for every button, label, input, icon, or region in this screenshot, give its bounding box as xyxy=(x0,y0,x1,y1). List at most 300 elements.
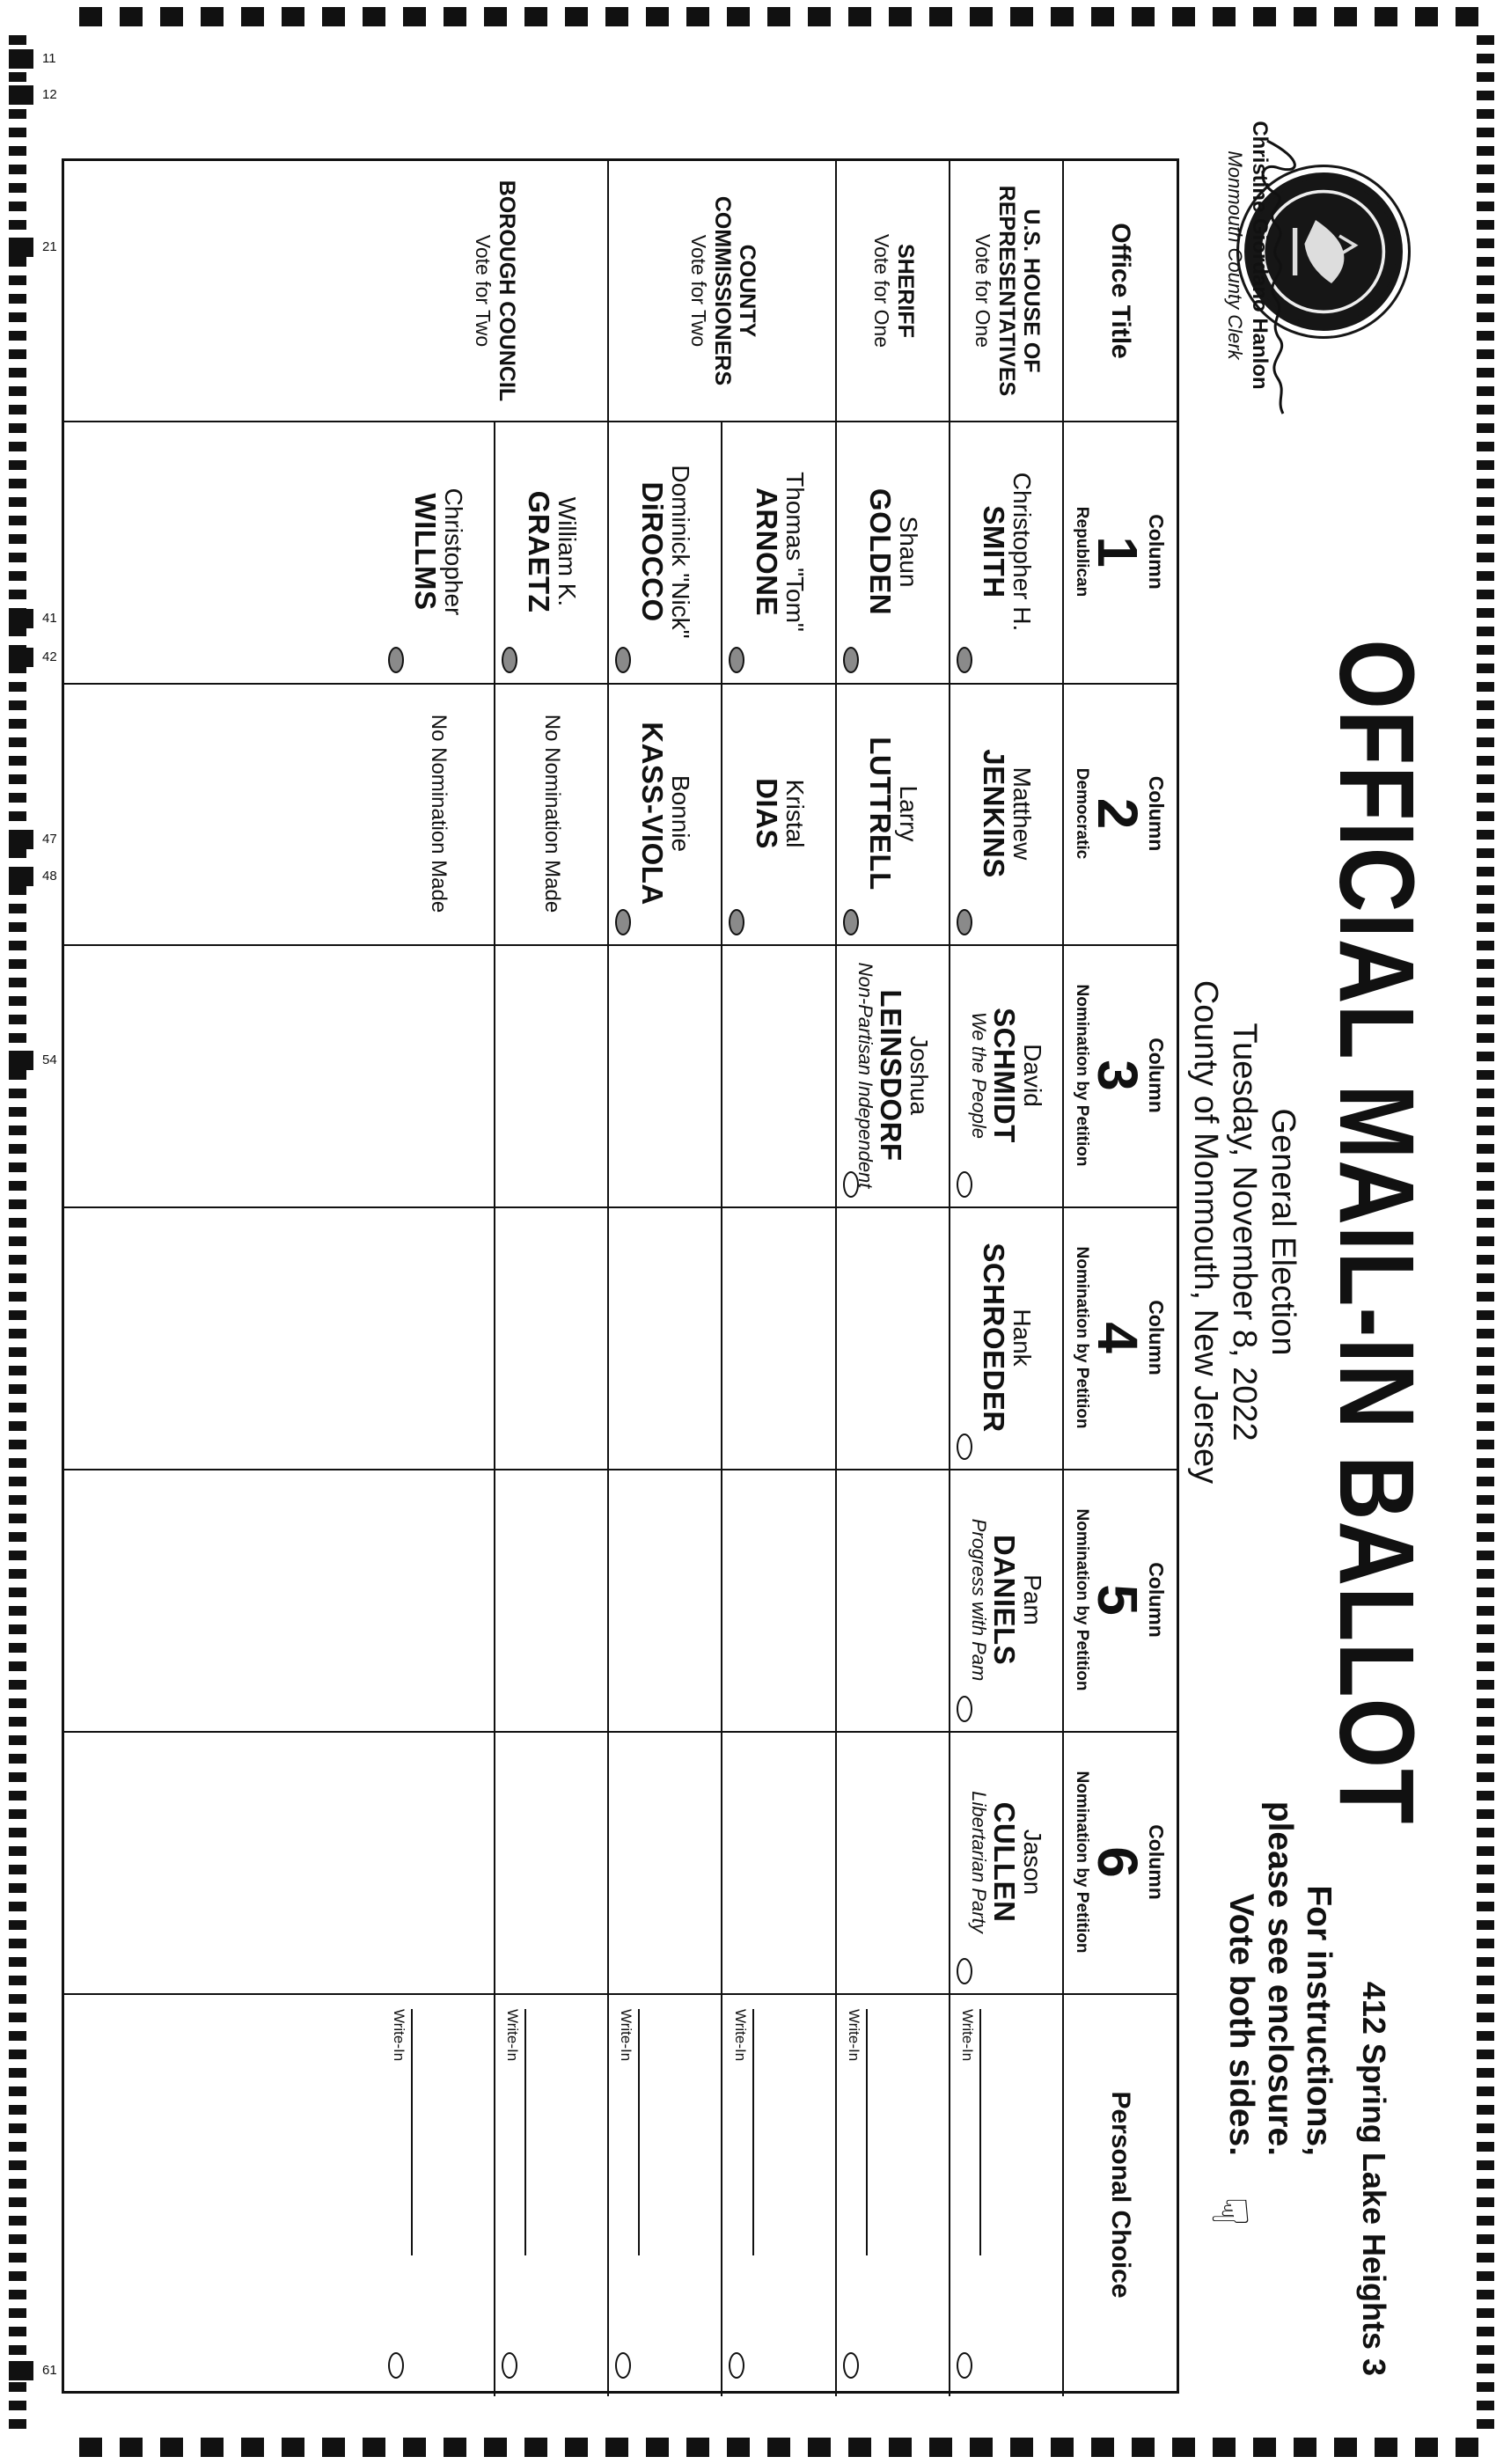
candidate-last-name: SCHMIDT xyxy=(988,1008,1022,1143)
candidate-last-name: JENKINS xyxy=(978,749,1011,878)
vote-oval[interactable] xyxy=(957,1958,972,1984)
border-dash xyxy=(9,1643,26,1653)
border-dash xyxy=(1477,627,1494,636)
border-dash xyxy=(1477,294,1494,304)
border-dash xyxy=(9,2086,26,2096)
election-county: County of Monmouth, New Jersey xyxy=(1187,979,1224,1485)
border-dash xyxy=(9,1588,26,1597)
vote-oval[interactable] xyxy=(615,2352,631,2379)
border-dash xyxy=(1477,1551,1494,1560)
candidate-cell xyxy=(609,421,722,683)
candidate-cell xyxy=(950,1731,1064,1993)
candidate-first-name: Kristal xyxy=(781,779,809,848)
border-dash xyxy=(1477,1920,1494,1930)
timing-mark-label: 21 xyxy=(42,239,57,254)
candidate-first-name: Hank xyxy=(1008,1309,1037,1367)
column-number: 4 xyxy=(1086,1322,1150,1353)
border-dash xyxy=(322,7,345,26)
border-dash xyxy=(9,1772,26,1782)
border-dash xyxy=(9,2401,26,2410)
border-dash xyxy=(9,312,26,322)
border-dash xyxy=(1477,165,1494,174)
candidate-last-name: ARNONE xyxy=(751,487,783,616)
border-dash xyxy=(1477,904,1494,913)
candidate-last-name: WILLMS xyxy=(409,493,443,611)
border-dash xyxy=(9,737,26,747)
border-dash xyxy=(1477,1181,1494,1191)
border-dash xyxy=(9,2216,26,2226)
vote-oval[interactable] xyxy=(957,1696,972,1722)
border-dash xyxy=(9,959,26,969)
border-dash xyxy=(9,1624,26,1634)
timing-mark xyxy=(9,2361,33,2380)
border-dash xyxy=(9,1477,26,1486)
border-dash xyxy=(9,1347,26,1357)
border-dash xyxy=(282,7,304,26)
border-dash xyxy=(727,7,750,26)
timing-mark xyxy=(9,867,33,886)
border-dash xyxy=(1051,7,1074,26)
border-dash xyxy=(9,756,26,766)
border-dash xyxy=(9,922,26,932)
candidate-first-name: Thomas "Tom" xyxy=(781,472,809,632)
border-dash xyxy=(1477,719,1494,729)
border-dash xyxy=(1253,7,1276,26)
border-dash xyxy=(1477,2068,1494,2078)
border-dash xyxy=(1477,1883,1494,1893)
candidate-first-name: Bonnie xyxy=(667,774,695,853)
column-party: Republican xyxy=(1073,506,1092,598)
office-sheriff xyxy=(837,161,950,421)
border-dash xyxy=(1477,571,1494,581)
vote-instruction: Vote for One xyxy=(870,233,893,348)
border-dash xyxy=(9,1809,26,1819)
border-dash xyxy=(565,2438,588,2457)
border-dash xyxy=(1477,1107,1494,1117)
border-dash xyxy=(9,1754,26,1764)
border-dash xyxy=(79,7,102,26)
write-in-label: Write-In xyxy=(391,2009,407,2062)
border-dash xyxy=(1172,2438,1195,2457)
border-dash xyxy=(1477,2382,1494,2392)
candidate-last-name: LUTTRELL xyxy=(864,737,898,891)
border-dash xyxy=(1477,331,1494,341)
vote-oval[interactable] xyxy=(843,909,859,935)
candidate-last-name: GOLDEN xyxy=(864,488,898,616)
candidate-cell xyxy=(950,421,1064,683)
column-header-3 xyxy=(1064,944,1177,1206)
border-dash xyxy=(9,146,26,156)
border-dash xyxy=(1477,645,1494,655)
border-dash xyxy=(9,553,26,562)
border-dash xyxy=(9,275,26,285)
no-nomination-cell xyxy=(382,683,495,944)
border-dash xyxy=(1375,2438,1397,2457)
border-dash xyxy=(9,885,26,895)
border-dash xyxy=(686,2438,709,2457)
border-dash xyxy=(9,1994,26,2004)
border-dash xyxy=(1477,1569,1494,1579)
border-dash xyxy=(1477,1957,1494,1967)
candidate-cell xyxy=(837,944,950,1206)
vote-oval[interactable] xyxy=(729,647,744,673)
border-dash xyxy=(9,719,26,729)
border-dash xyxy=(201,7,224,26)
border-dash xyxy=(1477,682,1494,692)
border-dash xyxy=(9,460,26,470)
border-dash xyxy=(1477,1458,1494,1468)
write-in-label: Write-In xyxy=(504,2009,521,2062)
border-dash xyxy=(1477,497,1494,507)
column-word: Column xyxy=(1145,514,1169,590)
border-dash xyxy=(9,590,26,599)
border-dash xyxy=(970,2438,993,2457)
border-dash xyxy=(1477,830,1494,840)
border-dash xyxy=(444,7,466,26)
border-dash xyxy=(1477,700,1494,710)
border-dash xyxy=(9,1329,26,1338)
candidate-slogan: Progress with Pam xyxy=(968,1518,991,1682)
border-dash xyxy=(1477,2105,1494,2115)
column-header-4 xyxy=(1064,1206,1177,1469)
vote-oval[interactable] xyxy=(615,909,631,935)
border-bottom xyxy=(0,2438,1496,2457)
border-dash xyxy=(9,516,26,525)
border-dash xyxy=(9,1532,26,1542)
vote-instruction: Vote for One xyxy=(972,233,994,348)
border-dash xyxy=(646,7,669,26)
vote-oval[interactable] xyxy=(843,1171,859,1198)
border-dash xyxy=(1477,405,1494,414)
border-dash xyxy=(9,423,26,433)
border-dash xyxy=(1477,2419,1494,2429)
vote-oval[interactable] xyxy=(957,1171,972,1198)
vote-oval[interactable] xyxy=(502,647,517,673)
border-dash xyxy=(1477,54,1494,63)
border-dash xyxy=(1477,238,1494,248)
border-dash xyxy=(9,109,26,119)
border-dash xyxy=(9,1107,26,1117)
timing-mark-label: 11 xyxy=(42,51,56,66)
ballot-title: OFFICIAL MAIL-IN BALLOT xyxy=(1316,639,1436,1825)
border-dash xyxy=(1477,1292,1494,1302)
border-dash xyxy=(1477,442,1494,451)
border-dash xyxy=(1477,2327,1494,2336)
border-dash xyxy=(9,2345,26,2355)
column-header-5 xyxy=(1064,1469,1177,1731)
candidate-first-name: Shaun xyxy=(895,516,923,588)
border-dash xyxy=(9,128,26,137)
border-dash xyxy=(1477,2123,1494,2133)
border-dash xyxy=(1477,1218,1494,1228)
personal-choice-header xyxy=(1064,1993,1177,2396)
border-dash xyxy=(1477,35,1494,45)
border-dash xyxy=(9,941,26,950)
border-dash xyxy=(9,2031,26,2041)
border-dash xyxy=(1477,1403,1494,1412)
personal-choice-label: Personal Choice xyxy=(1106,2091,1135,2299)
border-dash xyxy=(9,331,26,341)
timing-mark-label: 61 xyxy=(42,2363,57,2378)
border-dash xyxy=(120,2438,143,2457)
timing-mark-label: 48 xyxy=(42,869,57,884)
border-dash xyxy=(1477,2050,1494,2059)
border-dash xyxy=(9,2234,26,2244)
timing-mark xyxy=(9,49,33,69)
border-dash xyxy=(1477,2031,1494,2041)
candidate-first-name: Pam xyxy=(1019,1574,1047,1625)
border-dash xyxy=(1477,534,1494,544)
border-dash xyxy=(1477,1643,1494,1653)
border-dash xyxy=(9,2050,26,2059)
border-dash xyxy=(9,2327,26,2336)
border-dash xyxy=(1477,1902,1494,1911)
border-dash xyxy=(9,811,26,821)
border-dash xyxy=(1477,275,1494,285)
border-dash xyxy=(403,2438,426,2457)
vote-oval[interactable] xyxy=(729,909,744,935)
border-dash xyxy=(889,2438,912,2457)
candidate-cell xyxy=(837,683,950,944)
border-dash xyxy=(1294,7,1316,26)
column-number: 5 xyxy=(1086,1584,1150,1616)
border-dash xyxy=(9,2308,26,2318)
border-dash xyxy=(9,1606,26,1616)
border-dash xyxy=(1253,2438,1276,2457)
border-dash xyxy=(1477,1199,1494,1209)
border-dash xyxy=(9,1218,26,1228)
border-dash xyxy=(1477,1033,1494,1043)
border-dash xyxy=(9,202,26,211)
border-dash xyxy=(9,774,26,784)
column-number: 3 xyxy=(1086,1060,1150,1091)
vote-oval[interactable] xyxy=(957,2352,972,2379)
border-dash xyxy=(970,7,993,26)
border-dash xyxy=(605,7,628,26)
timing-mark xyxy=(9,85,33,105)
border-dash xyxy=(9,2253,26,2262)
candidate-first-name: Dominick "Nick" xyxy=(667,465,695,639)
border-dash xyxy=(1477,1717,1494,1727)
column-party: Nomination by Petition xyxy=(1073,1771,1092,1954)
border-left xyxy=(9,0,26,2464)
border-dash xyxy=(9,1015,26,1024)
border-dash xyxy=(1477,423,1494,433)
border-dash xyxy=(9,1846,26,1856)
border-dash xyxy=(1477,1477,1494,1486)
office-title-header xyxy=(1064,161,1177,421)
border-dash xyxy=(9,1976,26,1985)
border-dash xyxy=(565,7,588,26)
border-dash xyxy=(9,1144,26,1154)
border-dash xyxy=(9,2013,26,2022)
border-dash xyxy=(929,2438,952,2457)
border-dash xyxy=(322,2438,345,2457)
border-dash xyxy=(9,1310,26,1320)
border-dash xyxy=(9,1717,26,1727)
border-dash xyxy=(9,2068,26,2078)
border-dash xyxy=(9,2160,26,2170)
column-number: 6 xyxy=(1086,1846,1150,1878)
candidate-first-name: Larry xyxy=(895,785,923,842)
border-dash xyxy=(1091,7,1114,26)
timing-mark xyxy=(9,648,33,667)
border-dash xyxy=(1477,91,1494,100)
write-in-label: Write-In xyxy=(732,2009,749,2062)
border-dash xyxy=(9,2142,26,2152)
border-dash xyxy=(9,1698,26,1708)
border-dash xyxy=(9,1403,26,1412)
vote-oval[interactable] xyxy=(729,2352,744,2379)
border-dash xyxy=(282,2438,304,2457)
border-dash xyxy=(1477,1588,1494,1597)
column-header-1 xyxy=(1064,421,1177,683)
border-dash xyxy=(9,1514,26,1523)
candidate-last-name: DANIELS xyxy=(988,1534,1022,1666)
border-dash xyxy=(9,72,26,82)
column-word: Column xyxy=(1145,1038,1169,1113)
border-dash xyxy=(808,7,831,26)
border-dash xyxy=(403,7,426,26)
vote-oval[interactable] xyxy=(388,647,404,673)
border-dash xyxy=(1132,7,1155,26)
candidate-cell xyxy=(950,1469,1064,1731)
border-dash xyxy=(1477,1828,1494,1837)
border-dash xyxy=(1477,460,1494,470)
border-dash xyxy=(889,7,912,26)
ballot-location: 412 Spring Lake Heights 3 xyxy=(1356,1981,1392,2376)
timing-mark-label: 47 xyxy=(42,832,57,847)
border-dash xyxy=(1477,1606,1494,1616)
timing-mark xyxy=(9,609,33,628)
border-dash xyxy=(9,1366,26,1375)
border-dash xyxy=(120,7,143,26)
border-dash xyxy=(1477,2013,1494,2022)
border-dash xyxy=(1477,1994,1494,2004)
border-dash xyxy=(9,904,26,913)
border-dash xyxy=(1477,516,1494,525)
border-dash xyxy=(1477,811,1494,821)
column-party: Nomination by Petition xyxy=(1073,1508,1092,1691)
instructions-line: For instructions, xyxy=(1300,1885,1338,2156)
column-header-6 xyxy=(1064,1731,1177,1993)
border-dash xyxy=(9,1939,26,1948)
timing-mark xyxy=(9,1051,33,1070)
border-dash xyxy=(1477,349,1494,359)
border-dash xyxy=(1477,312,1494,322)
border-dash xyxy=(1477,2216,1494,2226)
border-dash xyxy=(9,1883,26,1893)
border-dash xyxy=(1477,1052,1494,1061)
border-dash xyxy=(1477,1791,1494,1800)
candidate-first-name: Christopher xyxy=(440,488,468,616)
office-borough-council xyxy=(382,161,609,421)
vote-oval[interactable] xyxy=(388,2352,404,2379)
candidate-first-name: Jason xyxy=(1019,1829,1047,1896)
border-dash xyxy=(1477,590,1494,599)
vote-oval[interactable] xyxy=(502,2352,517,2379)
border-dash xyxy=(1477,2179,1494,2189)
vote-oval[interactable] xyxy=(843,647,859,673)
border-dash xyxy=(1477,146,1494,156)
border-dash xyxy=(9,1735,26,1745)
border-dash xyxy=(1477,1347,1494,1357)
candidate-slogan: Libertarian Party xyxy=(968,1791,991,1933)
candidate-cell xyxy=(950,944,1064,1206)
border-dash xyxy=(201,2438,224,2457)
border-dash xyxy=(1477,1310,1494,1320)
border-dash xyxy=(9,1070,26,1080)
vote-oval[interactable] xyxy=(957,1434,972,1460)
candidate-first-name: David xyxy=(1019,1044,1047,1107)
column-number: 1 xyxy=(1086,536,1150,568)
border-dash xyxy=(1477,2290,1494,2299)
border-dash xyxy=(686,7,709,26)
vote-oval[interactable] xyxy=(957,647,972,673)
border-dash xyxy=(9,220,26,230)
border-dash xyxy=(484,7,507,26)
vote-oval[interactable] xyxy=(957,909,972,935)
border-dash xyxy=(9,368,26,378)
border-dash xyxy=(9,1421,26,1431)
no-nomination-text: No Nomination Made xyxy=(427,714,451,913)
candidate-cell xyxy=(950,683,1064,944)
vote-instruction: Vote for Two xyxy=(472,234,495,348)
border-dash xyxy=(1477,2142,1494,2152)
border-dash xyxy=(1477,793,1494,803)
border-dash xyxy=(9,257,26,267)
border-dash xyxy=(9,1902,26,1911)
border-dash xyxy=(1477,1624,1494,1634)
border-dash xyxy=(1477,867,1494,876)
vote-oval[interactable] xyxy=(615,647,631,673)
border-dash xyxy=(1375,7,1397,26)
border-dash xyxy=(1477,1089,1494,1098)
candidate-cell xyxy=(609,683,722,944)
candidate-cell xyxy=(382,421,495,683)
timing-mark-label: 42 xyxy=(42,649,57,664)
border-dash xyxy=(9,1162,26,1172)
border-dash xyxy=(484,2438,507,2457)
no-nomination-cell xyxy=(495,683,609,944)
border-dash xyxy=(1477,386,1494,396)
border-dash xyxy=(1477,1865,1494,1874)
border-dash xyxy=(1294,2438,1316,2457)
vote-oval[interactable] xyxy=(843,2352,859,2379)
column-party: Nomination by Petition xyxy=(1073,1246,1092,1429)
border-dash xyxy=(1477,959,1494,969)
clerk-title: Monmouth County Clerk xyxy=(1224,150,1246,360)
border-dash xyxy=(9,1033,26,1043)
column-party: Nomination by Petition xyxy=(1073,984,1092,1167)
border-dash xyxy=(524,2438,547,2457)
border-dash xyxy=(1477,2271,1494,2281)
border-dash xyxy=(1477,72,1494,82)
candidate-cell xyxy=(950,1206,1064,1469)
border-dash xyxy=(9,183,26,193)
border-dash xyxy=(9,793,26,803)
border-dash xyxy=(1477,109,1494,119)
border-dash xyxy=(9,1661,26,1671)
column-word: Column xyxy=(1145,1824,1169,1900)
pointing-hand-icon: ☟ xyxy=(1202,2196,1258,2226)
border-dash xyxy=(9,2197,26,2207)
ballot-grid xyxy=(62,158,1179,2394)
border-dash xyxy=(1334,7,1357,26)
timing-mark-label: 12 xyxy=(42,87,57,102)
candidate-first-name: Matthew xyxy=(1008,766,1037,861)
border-dash xyxy=(1213,2438,1236,2457)
